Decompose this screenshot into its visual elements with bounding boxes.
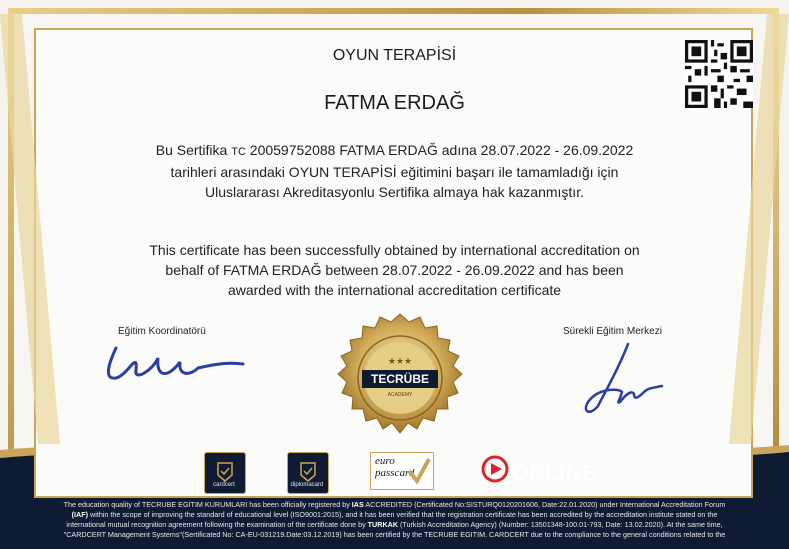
footer-l3b: TURKAK (367, 520, 399, 529)
diplomacard-caption: diplomacard (290, 482, 324, 488)
footer-l4: "CARDCERT Management Systems"(Sertificated No: CA-EU-031219.Date:03.12.2019) has been certified by the TECRUBE EGITIM. CARDCERT due to the compliance to the general conditions related to the (63, 530, 726, 539)
footer-l1a: The education quality of TECRUBE EGITIM KURUMLARI has been officially registered by (63, 500, 352, 509)
right-signature-label: Sürekli Eğitim Merkezi (563, 326, 662, 337)
left-ribbon (0, 14, 60, 444)
qr-code-icon (684, 40, 754, 108)
en-line3: awarded with the international accreditation certificate (227, 282, 562, 298)
play-icon (480, 454, 510, 484)
tecrube-online-logo (480, 452, 598, 488)
online-bottom: ONLINE (512, 462, 598, 485)
europasscard-caption: euro passcard (375, 455, 415, 479)
europasscard-logo-icon (370, 452, 434, 490)
tecrube-academy-seal-icon (334, 312, 466, 444)
footer-l1c: ACCREDITED (Certificated No:SISTURQ0120201606, Date:22.01.2020) under International Accreditation Forum (363, 500, 726, 509)
seal-brand: TECRÜBE (370, 372, 430, 386)
online-top: TECRÜBE (512, 452, 572, 464)
footer-l3a: international mutual recognition agreement following the examination of the certificate done by (66, 520, 368, 529)
footer-l3c: (Turkish Accreditation Agency) (Number: 13501348-100.01-793, Date: 13.02.2020). At the same time, (398, 520, 723, 529)
tr-prefix: Bu Sertifika (155, 142, 228, 158)
left-signature-label: Eğitim Koordinatörü (118, 326, 206, 337)
footer-l1b: IAS (351, 500, 364, 509)
english-statement (100, 240, 689, 300)
course-title: OYUN TERAPİSİ (332, 47, 457, 64)
en-line1: This certificate has been successfully obtained by international accreditation on (149, 242, 640, 258)
tr-line3: Uluslararası Akreditasyonlu Sertifika almaya hak kazanmıştır. (205, 184, 584, 200)
seal-sub: ACADEMY (387, 392, 413, 398)
tr-line1: 20059752088 FATMA ERDAĞ adına 28.07.2022 - 26.09.2022 (249, 142, 634, 158)
svg-text:★★★: ★★★ (387, 356, 413, 366)
footer-l2b: within the scope of improving the standard of educational level (ISO9001:2015), and it has been verified that the registration certificate has been accredited by the accreditation institute stated on the (88, 510, 718, 519)
right-signature-icon (578, 340, 668, 420)
tr-line2: tarihleri arasındaki OYUN TERAPİSİ eğitimini başarı ile tamamladığı için (170, 164, 619, 180)
recipient-name: FATMA ERDAĞ (324, 92, 465, 114)
footer-l2a: (IAF) (71, 510, 89, 519)
turkish-statement (100, 140, 689, 202)
cardcert-caption: cardcert (213, 482, 235, 488)
en-line2: behalf of FATMA ERDAĞ between 28.07.2022 - 26.09.2022 and has been (165, 262, 624, 278)
accreditation-footer (18, 500, 771, 540)
tc-label: TC (231, 146, 246, 158)
left-signature-icon (98, 340, 248, 390)
